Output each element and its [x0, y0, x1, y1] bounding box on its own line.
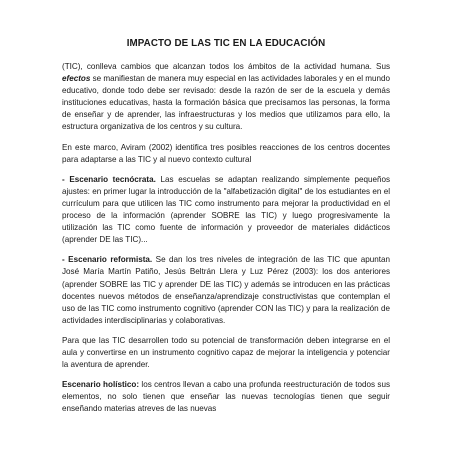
paragraph-tecnocrata [62, 174, 390, 247]
paragraph-reformista [62, 254, 390, 327]
paragraph-intro-pre: (TIC), conlleva cambios que alcanzan todos los ámbitos de la actividad humana. Sus [62, 62, 390, 71]
emphasis-efectos: efectos [62, 74, 91, 84]
paragraph-intro-post: se manifiestan de manera muy especial en las actividades laborales y en el mundo educativo, donde todo debe ser revisado: desde la razón de ser de la escuela y demás instituciones educativas, hasta la formación básica que precisamos las personas, la forma de enseñar y de aprender, las infraestructuras y los medios que utilizamos para ello, la estructura organizativa de los centros y su cultura. [62, 74, 390, 132]
paragraph-aviram: En este marco, Aviram (2002) identifica tres posibles reacciones de los centros docentes para adaptarse a las TIC y al nuevo contexto cultural [62, 142, 390, 164]
heading-reformista: - Escenario reformista. [62, 255, 153, 265]
heading-holistico: Escenario holístico: [62, 380, 140, 390]
text-holistico: los centros llevan a cabo una profunda reestructuración de todos sus elementos, no solo tienen que enseñar las nuevas tecnologías tienen que seguir enseñando materias atreves de las nuevas [62, 380, 390, 414]
document-title: IMPACTO DE LAS TIC EN LA EDUCACIÓN [126, 38, 326, 49]
text-tecnocrata: Las escuelas se adaptan realizando simplemente pequeños ajustes: en primer lugar la introducción de la "alfabetización digital" de los estudiantes en el currículum para que utilicen las TIC como instrumento para mejorar la productividad en el proceso de la información (aprender SOBRE las TIC) y luego progresivamente la utilización las TIC como fuente de información y proveedor de materiales didácticos (aprender DE las TIC)... [62, 174, 390, 245]
paragraph-holistico [62, 379, 390, 415]
paragraph-potencial: Para que las TIC desarrollen todo su potencial de transformación deben integrarse en el aula y convertirse en un instrumento cognitivo capaz de mejorar la inteligencia y potenciar la aventura de aprender. [62, 335, 390, 370]
paragraph-intro [62, 61, 390, 134]
text-reformista: Se dan los tres niveles de integración de las TIC que apuntan José María Martín Patiño, Jesús Beltrán Llera y Luz Pérez (2003): los dos anteriores (aprender SOBRE las TIC y aprender DE las TIC) y además se introducen en las prácticas docentes nuevos métodos de enseñanza/aprendizaje constructivistas que contemplan el uso de las TIC como instrumento cognitivo (aprender CON las TIC) y para la realización de actividades interdisciplinarias y colaborativas. [62, 255, 390, 325]
heading-tecnocrata: - Escenario tecnócrata. [62, 174, 156, 184]
